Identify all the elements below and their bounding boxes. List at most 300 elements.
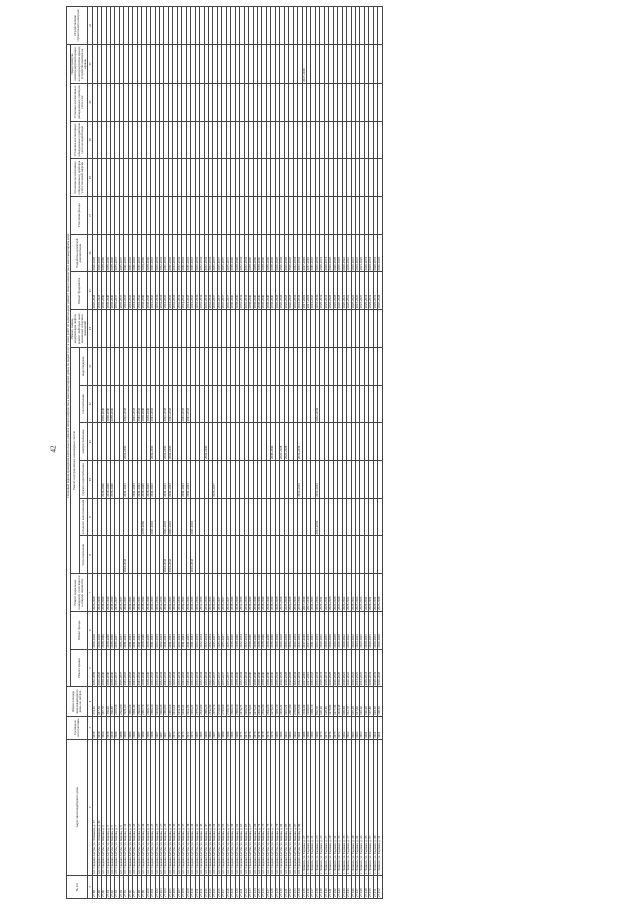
table-cell: 27.138 [315,875,319,898]
table-cell: 2026-2028 [329,272,333,310]
table-cell: 27.142 [333,875,337,898]
table-cell: 607,20 [351,687,355,716]
table-cell: 1984 [275,716,279,739]
table-cell: 27.91 [106,875,110,898]
table-cell: 2041-2043 [164,536,168,574]
address-cell: пгт. Средняя Ахтуба, ул. Кирова, д. 53 [217,739,221,875]
table-cell: 2026-2028 [333,611,337,649]
column-number: 9 [88,498,93,536]
table-cell: 1976 [249,716,253,739]
table-cell: 2026-2028 [275,272,279,310]
table-cell: 1988 [115,716,119,739]
table-cell: 27.100 [146,875,150,898]
column-number: 22 [88,7,93,45]
table-cell: 1985 [200,716,204,739]
address-cell: г. Ленинск, ул. Садовая, д. 43 [360,739,364,875]
table-cell: 1975 [240,716,244,739]
table-cell: 2041-2043 [133,234,137,272]
address-cell: пгт. Средняя Ахтуба, ул. Кирова, д. 75 [266,739,270,875]
table-cell: 2913,80 [200,687,204,716]
table-cell: 2041-2043 [186,649,190,687]
table-cell: 2035-2037 [213,461,217,499]
table-cell: 2038-2040 [142,611,146,649]
table-cell: 2032-2034 [293,272,297,310]
table-cell: 2026-2028 [333,272,337,310]
table-cell: 2023-2025 [360,574,364,612]
table-cell: 2026-2028 [338,649,342,687]
table-cell: 2038-2040 [266,272,270,310]
table-cell: 1989 [119,716,123,739]
table-cell: 2041-2043 [168,234,172,272]
table-cell: 2035-2037 [119,611,123,649]
table-cell: 2035-2037 [115,649,119,687]
col-meters-heat: Установка коллективных (общедомовых) приборов учета тепловой энергии [71,159,88,197]
table-cell: 2032-2034 [315,498,319,536]
table-cell: 2032-2034 [155,234,159,272]
table-cell: 2038-2040 [266,649,270,687]
table-cell: 1962 [347,716,351,739]
table-cell: 2026-2028 [378,574,382,612]
address-cell: г. Ленинск, ул. Садовая, д. 41 [355,739,359,875]
table-cell: 2041-2043 [137,461,141,499]
table-cell: 2032-2034 [173,649,177,687]
table-cell: 366,80 [111,687,115,716]
table-cell [378,423,382,461]
table-cell: 2026-2028 [338,611,342,649]
address-cell: г. Ленинск, ул. Садовая, д. 31 [333,739,337,875]
table-cell: 2041-2043 [133,272,137,310]
table-cell: 3001,40 [133,687,137,716]
address-cell: пгт. Средняя Ахтуба, ул. Кирова, д. 43 [195,739,199,875]
table-cell: 2023-2025 [355,574,359,612]
table-cell: 2029-2031 [364,574,368,612]
capital-repair-table [66,6,383,899]
address-cell: пгт. Средняя Ахтуба, ул. Кирова, д. 13 [128,739,132,875]
table-cell: 2026-2028 [280,234,284,272]
column-number: 7 [88,574,93,612]
col-meters-water: Установка коллективных (общедомовых) приборов учета холодной воды [71,121,88,159]
address-cell: пгт. Средняя Ахтуба, ул. Кирова, д. 31 [168,739,172,875]
table-cell: 2020-2022 [347,234,351,272]
table-cell: 2035-2037 [213,272,217,310]
table-cell: 617,00 [355,687,359,716]
table-cell: 2017-2019 [306,611,310,649]
table-cell: 2041-2043 [137,649,141,687]
table-cell: 2032-2034 [160,611,164,649]
table-cell: 2026-2028 [284,423,288,461]
address-cell: пгт. Средняя Ахтуба, ул. Кирова, д. 79 [275,739,279,875]
address-cell: пгт. Средняя Ахтуба, ул. Кирова, д. 27 [160,739,164,875]
table-cell: 2032-2034 [298,649,302,687]
table-cell: 2029-2031 [320,611,324,649]
table-cell: 2038-2040 [231,611,235,649]
table-cell: 2041-2043 [124,574,128,612]
table-cell: 2023-2025 [355,649,359,687]
table-cell: 2035-2037 [217,611,221,649]
column-number: 19 [88,121,93,159]
table-cell: 2041-2043 [182,234,186,272]
table-cell: 2035-2037 [213,649,217,687]
table-cell: 2038-2040 [249,272,253,310]
table-cell [378,461,382,499]
table-cell [378,347,382,385]
table-cell: 2032-2034 [173,272,177,310]
table-cell: 2020-2022 [351,649,355,687]
address-cell: пгт. Средняя Ахтуба, ул. Кирова, д. 17 [137,739,141,875]
table-cell: 2932,10 [262,687,266,716]
table-cell: 1986 [209,716,213,739]
address-cell: г. Ленинск, ул. Садовая, д. 27 [324,739,328,875]
table-cell: 2041-2043 [133,611,137,649]
address-cell: пгт. Средняя Ахтуба, ул. Кирова, д. 67 [249,739,253,875]
table-cell: 2041-2043 [186,461,190,499]
table-cell: 2035-2037 [115,611,119,649]
address-cell: пгт. Средняя Ахтуба, ул. Кирова, д. 1 [102,739,106,875]
table-cell: 2026-2028 [333,234,337,272]
table-cell: 27.141 [329,875,333,898]
table-cell: 2032-2034 [298,423,302,461]
table-cell: 27.134 [298,875,302,898]
table-cell: 2032-2034 [200,272,204,310]
address-cell: пгт. Средняя Ахтуба, ул. Кирова, д. 87 [293,739,297,875]
table-cell: 2038-2040 [262,234,266,272]
table-cell: 2885,20 [204,687,208,716]
table-cell: 2038-2040 [262,574,266,612]
table-cell: 2035-2037 [213,574,217,612]
table-cell: 27.140 [324,875,328,898]
table-cell: 2041-2043 [182,649,186,687]
table-cell: 1976 [253,716,257,739]
address-cell: пгт. Средняя Ахтуба, ул. Кирова, д. 39 [186,739,190,875]
table-cell: 3060,30 [160,687,164,716]
table-cell: 27.112 [200,875,204,898]
address-cell: пгт. Средняя Ахтуба, ул. Кирова, д. 61 [235,739,239,875]
table-cell: 1987 [213,716,217,739]
table-cell: 4279,20 [271,687,275,716]
table-cell: 2032-2034 [293,234,297,272]
table-cell: 2038-2040 [146,611,150,649]
address-cell: пгт. Средняя Ахтуба, ул. Кирова, д. 7 [115,739,119,875]
table-cell: 2035-2037 [217,234,221,272]
table-cell: 2026-2028 [280,272,284,310]
table-cell: 1975 [333,716,337,739]
table-cell: 2041-2043 [164,423,168,461]
table-cell: 2026-2028 [97,574,101,612]
address-cell: пгт. Средняя Ахтуба, ул. Кирова, д. 85 [289,739,293,875]
table-cell: 27.127 [266,875,270,898]
address-cell: г. Ленинск, ул. Садовая, д. 49 [373,739,377,875]
column-number: 3 [88,716,93,739]
column-number: 16 [88,234,93,272]
table-cell: 2032-2034 [177,649,181,687]
table-cell [378,121,382,159]
table-cell: 27.107 [177,875,181,898]
table-cell: 2026-2028 [289,649,293,687]
table-cell: 2038-2040 [142,272,146,310]
table-cell: 1728,80 [217,687,221,716]
table-cell: 2887,90 [289,687,293,716]
table-cell: 2056-2058 [93,649,97,687]
table-cell: 1197,20 [284,687,288,716]
table-cell: 2032-2034 [209,574,213,612]
table-cell: 2038-2040 [102,461,106,499]
table-cell: 1974 [329,716,333,739]
table-cell: 2026-2028 [93,574,97,612]
address-cell: г. Ленинск, ул. Садовая, д. 25 [320,739,324,875]
table-cell: 2041-2043 [168,574,172,612]
address-cell: г. Ленинск, ул. Садовая, д. 21 [311,739,315,875]
table-cell: 2041-2043 [151,498,155,536]
table-cell: 2041-2043 [182,385,186,423]
address-cell: г. Ленинск, ул. Садовая, д. 17 [302,739,306,875]
table-cell: 2032-2034 [155,574,159,612]
table-cell: 3082,60 [128,687,132,716]
table-cell: 397,70 [102,687,106,716]
table-cell: 2029-2031 [320,649,324,687]
table-cell: 2017-2019 [306,272,310,310]
table-cell: 2041-2043 [168,461,172,499]
table-cell: 2032-2034 [160,649,164,687]
table-cell: 2038-2040 [235,649,239,687]
table-cell: 2026-2028 [329,649,333,687]
table-cell: 2038-2040 [146,272,150,310]
table-cell: 2038-2040 [142,385,146,423]
table-cell: 2023-2025 [355,611,359,649]
col-year: Год ввода в эксплуатацию [67,716,88,739]
address-cell: пгт. Средняя Ахтуба, ул. Кирова, д. 21 [146,739,150,875]
table-cell: 2875,90 [298,687,302,716]
table-cell: 27.106 [173,875,177,898]
table-cell: 2035-2037 [226,272,230,310]
table-cell: 2041-2043 [133,385,137,423]
rotated-content [66,6,632,899]
table-cell: 27.120 [235,875,239,898]
table-cell: 2029-2031 [369,234,373,272]
table-cell: 2035-2037 [115,574,119,612]
col-building-control: Осуществление строительного контроля [67,7,88,45]
table-cell: 620,10 [320,687,324,716]
table-cell: 1988 [222,716,226,739]
column-number: 21 [88,44,93,83]
table-cell: 2026-2028 [289,574,293,612]
table-cell: 2038-2040 [146,649,150,687]
table-cell: 27.146 [351,875,355,898]
table-cell: 1972 [186,716,190,739]
table-cell: 27.133 [293,875,297,898]
table-cell: 27.113 [204,875,208,898]
table-cell: 612,70 [347,687,351,716]
table-cell [378,197,382,235]
table-cell: 1160,10 [155,687,159,716]
table-cell: 2880,10 [235,687,239,716]
column-number: 8 [88,536,93,574]
table-cell [378,536,382,574]
table-cell: 2041-2043 [168,272,172,310]
col-lifts: Ремонт, замена, модернизация лифтов, ремонт лифтовых шахт, машинных и блочных помещений [71,310,88,348]
table-cell: 2032-2034 [204,234,208,272]
table-cell: 2038-2040 [253,649,257,687]
table-cell: 2038-2040 [106,234,110,272]
table-cell: 2026-2028 [333,574,337,612]
table-cell: 2035-2037 [119,234,123,272]
table-cell [378,7,382,45]
table-cell: 2038-2040 [257,574,261,612]
table-cell: 2038-2040 [102,649,106,687]
table-cell: 417,50 [97,687,101,716]
address-cell: пгт. Средняя Ахтуба, ул. Кирова, д. 19 [142,739,146,875]
planned-period-header: Плановый период проведения капитального ремонта общего имущества в многоквартирных домах по видам услуг и (или) работ по капитальному ремонту общего имущества в многоквартирном доме [67,44,71,686]
table-cell: 2041-2043 [191,611,195,649]
column-number: 1 [88,875,93,898]
table-cell: 2041-2043 [168,649,172,687]
address-cell: пгт. Средняя Ахтуба, ул. Кирова, д. 65 [244,739,248,875]
table-cell: 2029-2031 [364,611,368,649]
table-cell: 2029-2031 [373,611,377,649]
table-cell: 2041-2043 [151,423,155,461]
table-cell: 1152,10 [173,687,177,716]
table-cell: 1989 [306,716,310,739]
table-cell: 2032-2034 [240,611,244,649]
table-cell: 2038-2040 [111,649,115,687]
table-cell: 2038-2040 [249,574,253,612]
table-cell: 27.124 [253,875,257,898]
table-cell: 2032-2034 [160,234,164,272]
col-heat: теплоснабжения [79,536,88,574]
address-cell: пгт. Средняя Ахтуба, ул. Кирова, д. 23 [151,739,155,875]
table-cell: 2032-2034 [240,649,244,687]
table-cell: 2032-2034 [315,611,319,649]
table-cell: 27.97 [133,875,137,898]
table-cell: 2041-2043 [124,423,128,461]
table-cell: 2041-2043 [164,574,168,612]
address-cell: пгт. Средняя Ахтуба, ул. Кирова, д. 37 [182,739,186,875]
address-cell: пгт. Средняя Ахтуба, ул. Кирова, д. 41 [191,739,195,875]
table-cell: 27.90 [102,875,106,898]
address-cell: пгт. Средняя Ахтуба, ул. Кирова, д. 55 [222,739,226,875]
table-cell: 2038-2040 [102,272,106,310]
table-cell: 27.92 [111,875,115,898]
table-cell: 2032-2034 [204,649,208,687]
table-cell: 2020-2022 [347,574,351,612]
table-cell: 2032-2034 [240,234,244,272]
table-cell: 2038-2040 [106,611,110,649]
table-cell: 2026-2028 [280,649,284,687]
table-cell: 2563,90 [119,687,123,716]
table-cell: 2038-2040 [231,272,235,310]
column-number: 4 [88,687,93,716]
table-cell: 2041-2043 [133,461,137,499]
table-cell: 1989 [235,716,239,739]
table-cell: 2038-2040 [271,272,275,310]
table-cell [378,385,382,423]
table-cell: 2041-2043 [128,234,132,272]
table-cell: 2032-2034 [244,574,248,612]
table-cell: 27.108 [182,875,186,898]
table-cell: 2038-2040 [142,574,146,612]
table-cell: 2035-2037 [119,649,123,687]
address-cell: г. Ленинск, ул. Садовая, д. 35 [342,739,346,875]
table-cell: 27.116 [217,875,221,898]
table-cell: 1988 [142,716,146,739]
col-foundation: Ремонт фундамента [71,272,88,310]
table-cell: 2023-2025 [360,234,364,272]
table-cell: 2029-2031 [373,234,377,272]
table-cell: 2017-2019 [302,234,306,272]
table-cell: 2038-2040 [266,611,270,649]
table-cell: 27.101 [151,875,155,898]
address-cell: пгт. Средняя Ахтуба, ул. Кирова, д. 11 [124,739,128,875]
column-number: 13 [88,347,93,385]
table-cell: 27.88 [93,875,97,898]
table-cell: 2041-2043 [186,272,190,310]
address-cell: пгт. Средняя Ахтуба, ул. Кирова, д. 25 [155,739,159,875]
table-cell: 2032-2034 [209,649,213,687]
address-cell: пгт. Средняя Ахтуба, ул. Кирова, д. 33 [173,739,177,875]
table-cell: 1979 [262,716,266,739]
table-cell: 2041-2043 [186,574,190,612]
table-cell: 2029-2031 [324,649,328,687]
table-cell: 1973 [324,716,328,739]
table-cell: 27.136 [306,875,310,898]
table-cell: 1958 [106,716,110,739]
table-cell: 2038-2040 [257,649,261,687]
table-cell: 1174,70 [240,687,244,716]
table-cell: 2026-2028 [97,649,101,687]
address-cell: г. Ленинск, ул. Садовая, д. 45 [364,739,368,875]
table-cell: 2023-2025 [355,272,359,310]
table-cell: 2020-2022 [347,611,351,649]
table-cell: 1963 [360,716,364,739]
table-cell: 2032-2034 [173,574,177,612]
table-cell: 2029-2031 [369,611,373,649]
col-meters-gas: Установка коллективных (общедомовых) приборов учета газа [71,83,88,121]
table-cell: 2029-2031 [324,574,328,612]
table-cell: 2029-2031 [373,272,377,310]
table-cell: 371,50 [93,687,97,716]
table-cell: 27.105 [168,875,172,898]
table-cell: 2026-2028 [280,611,284,649]
table-cell: 2038-2040 [271,574,275,612]
table-cell: 2032-2034 [315,461,319,499]
table-cell: 2035-2037 [213,611,217,649]
table-cell: 2032-2034 [177,574,181,612]
table-cell: 2038-2040 [111,272,115,310]
table-cell: 2041-2043 [311,611,315,649]
table-cell: 359,90 [106,687,110,716]
table-cell: 2032-2034 [204,611,208,649]
table-cell: 2041-2043 [124,461,128,499]
table-cell: 2038-2040 [253,611,257,649]
table-cell: 1976 [244,716,248,739]
table-cell: 2038-2040 [257,611,261,649]
table-cell: 3066,00 [137,687,141,716]
table-cell: 2032-2034 [200,611,204,649]
table-cell: 1984 [280,716,284,739]
col-basement: Ремонт подвальных помещений, относящихся к общему имуществу [71,574,88,612]
table-cell: 1965 [351,716,355,739]
table-cell: 27.99 [142,875,146,898]
table-cell: 2029-2031 [324,234,328,272]
table-cell: 2942,00 [266,687,270,716]
table-cell: 2026-2028 [275,649,279,687]
address-cell: пгт. Средняя Ахтуба, ул. Кирова, д. 71 [257,739,261,875]
table-row [378,7,382,899]
table-cell: 2017-2019 [302,649,306,687]
table-cell: 2038-2040 [262,272,266,310]
table-cell: 2038-2040 [271,423,275,461]
table-cell: 27.145 [347,875,351,898]
address-cell: г. Ленинск, ул. Садовая, д. 37 [347,739,351,875]
